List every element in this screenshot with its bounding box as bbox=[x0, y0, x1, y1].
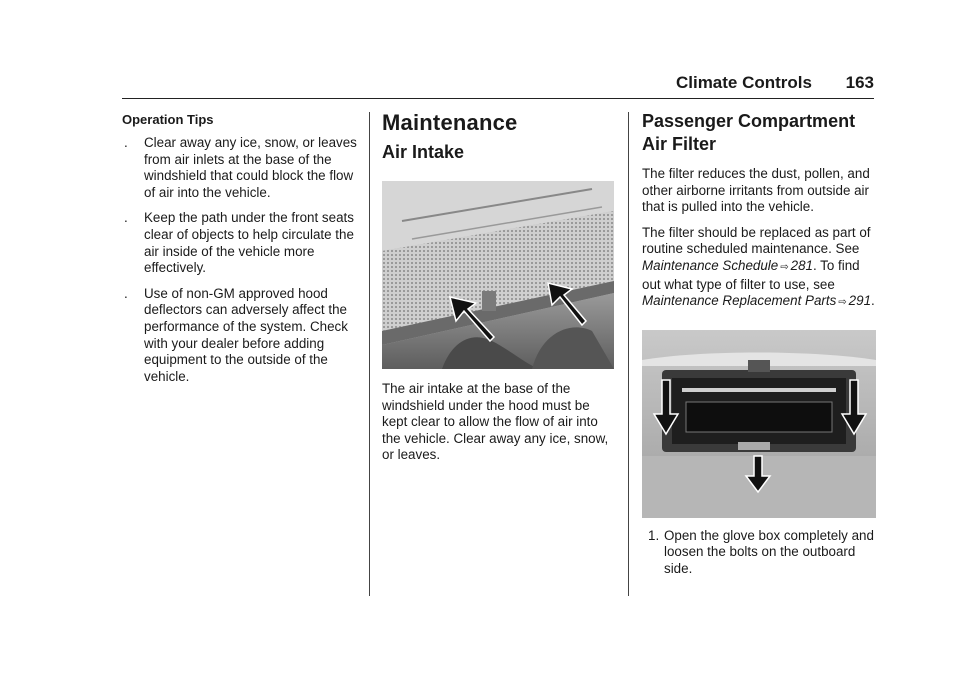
replacement-steps bbox=[642, 528, 876, 578]
operation-tips-list bbox=[122, 135, 358, 385]
maintenance-schedule-page[interactable]: 281 bbox=[790, 257, 813, 273]
bullet-marker: . bbox=[124, 285, 128, 301]
list-item bbox=[642, 528, 876, 578]
bullet-marker: . bbox=[124, 135, 128, 150]
column-divider bbox=[628, 112, 629, 596]
bullet-marker: . bbox=[124, 210, 128, 226]
page-pointer-icon: ⇨ bbox=[838, 297, 847, 309]
air-intake-heading: Air Intake bbox=[382, 142, 465, 162]
operation-tips-heading: Operation Tips bbox=[122, 112, 214, 127]
bullet-text: Use of non-GM approved hood deflectors can adversely affect the performance of the system. Check with your dealer before adding equipment to the outside of the vehicle. bbox=[144, 285, 348, 384]
replacement-parts-page[interactable]: 291 bbox=[848, 293, 872, 309]
column-divider bbox=[369, 112, 370, 596]
paragraph-text: . bbox=[871, 293, 875, 309]
column-air-filter bbox=[642, 106, 876, 578]
list-item bbox=[122, 210, 358, 276]
page-number: 163 bbox=[845, 73, 874, 92]
page-header bbox=[122, 72, 874, 99]
paragraph-text: The filter should be replaced as part of routine scheduled maintenance. See bbox=[642, 224, 871, 257]
column-operation-tips bbox=[122, 106, 358, 394]
replacement-parts-link[interactable]: Maintenance Replacement Parts bbox=[642, 293, 837, 309]
column-maintenance bbox=[382, 106, 614, 473]
paragraph-text: . To find out what type of filter to use, see bbox=[642, 257, 860, 292]
maintenance-heading: Maintenance bbox=[382, 110, 518, 135]
step-text: Open the glove box completely and loosen the bolts on the outboard side. bbox=[664, 527, 874, 576]
section-title: Climate Controls bbox=[675, 73, 812, 92]
air-intake-illustration bbox=[382, 181, 614, 369]
air-filter-paragraph-2 bbox=[642, 225, 876, 312]
list-item bbox=[122, 135, 358, 201]
bullet-text: Clear away any ice, snow, or leaves from air inlets at the base of the windshield that could block the flow of air into the vehicle. bbox=[144, 135, 357, 200]
bullet-text: Keep the path under the front seats clear of objects to help circulate the air inside of the vehicle more effectively. bbox=[144, 210, 354, 276]
air-filter-paragraph-1: The filter reduces the dust, pollen, and other airborne irritants from outside air that is pulled into the vehicle. bbox=[642, 166, 870, 215]
air-filter-heading: Passenger Compartment Air Filter bbox=[642, 111, 856, 154]
glove-box-illustration bbox=[642, 330, 876, 518]
maintenance-schedule-link[interactable]: Maintenance Schedule bbox=[642, 257, 779, 273]
air-intake-paragraph: The air intake at the base of the windshield under the hood must be kept clear to allow the flow of air into the vehicle. Clear away any ice, snow, or leaves. bbox=[382, 381, 609, 463]
page-pointer-icon: ⇨ bbox=[780, 261, 789, 273]
step-number: 1. bbox=[648, 527, 660, 543]
list-item bbox=[122, 286, 358, 386]
